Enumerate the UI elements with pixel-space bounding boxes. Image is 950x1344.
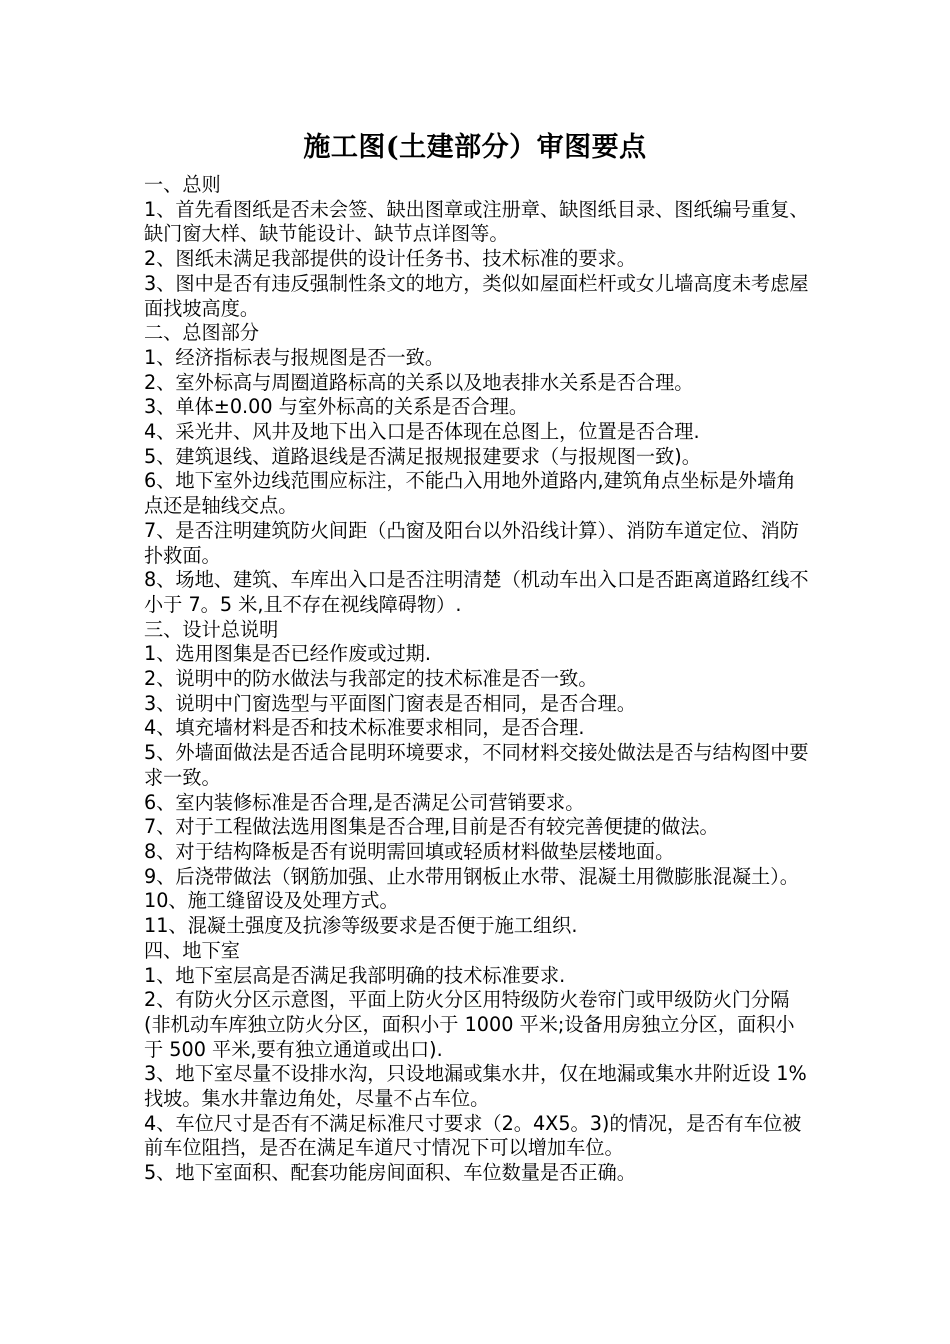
- checklist-item: 9、后浇带做法（钢筋加强、止水带用钢板止水带、混凝土用微膨胀混凝土）。: [144, 864, 799, 888]
- document-title: 施工图(土建部分）审图要点: [303, 132, 647, 163]
- checklist-item: 3、地下室尽量不设排水沟，只设地漏或集水井，仅在地漏或集水井附近设 1%找坡。集水井靠边角处，尽量不占车位。: [144, 1062, 807, 1111]
- checklist-item: 5、建筑退线、道路退线是否满足报规报建要求（与报规图一致)。: [144, 444, 701, 468]
- section-heading: 一、总则: [144, 173, 221, 196]
- section-heading: 三、设计总说明: [144, 617, 279, 641]
- checklist-item: 11、混凝土强度及抗渗等级要求是否便于施工组织.: [144, 914, 578, 938]
- checklist-item: 3、说明中门窗选型与平面图门窗表是否相同，是否合理。: [144, 691, 636, 715]
- checklist-item: 1、首先看图纸是否未会签、缺出图章或注册章、缺图纸目录、图纸编号重复、缺门窗大样、缺节能设计、缺节点详图等。: [144, 197, 809, 246]
- checklist-item: 1、经济指标表与报规图是否一致。: [144, 345, 445, 369]
- checklist-item: 4、车位尺寸是否有不满足标准尺寸要求（2。4X5。3)的情况，是否有车位被前车位阻挡，是否在满足车道尺寸情况下可以增加车位。: [144, 1111, 802, 1160]
- checklist-item: 1、地下室层高是否满足我部明确的技术标准要求.: [144, 963, 566, 987]
- checklist-item: 7、是否注明建筑防火间距（凸窗及阳台以外沿线计算）、消防车道定位、消防扑救面。: [144, 518, 799, 567]
- checklist-item: 6、室内装修标准是否合理,是否满足公司营销要求。: [144, 790, 585, 814]
- checklist-item: 7、对于工程做法选用图集是否合理,目前是否有较完善便捷的做法。: [144, 815, 719, 839]
- checklist-item: 3、单体±0.00 与室外标高的关系是否合理。: [144, 395, 529, 419]
- checklist-item: 8、对于结构降板是否有说明需回填或轻质材料做垫层楼地面。: [144, 839, 675, 863]
- checklist-item: 1、选用图集是否已经作废或过期.: [144, 642, 431, 666]
- checklist-item: 5、地下室面积、配套功能房间面积、车位数量是否正确。: [144, 1161, 636, 1185]
- checklist-item: 3、图中是否有违反强制性条文的地方，类似如屋面栏杆或女儿墙高度未考虑屋面找坡高度。: [144, 271, 809, 320]
- checklist-item: 6、地下室外边线范围应标注，不能凸入用地外道路内,建筑角点坐标是外墙角点还是轴线交点。: [144, 469, 796, 518]
- document-body: [144, 173, 812, 1186]
- checklist-item: 5、外墙面做法是否适合昆明环境要求，不同材料交接处做法是否与结构图中要求一致。: [144, 741, 809, 789]
- checklist-item: 10、施工缝留设及处理方式。: [144, 889, 399, 913]
- section-heading: 四、地下室: [144, 938, 240, 962]
- checklist-item: 2、说明中的防水做法与我部定的技术标准是否一致。: [144, 667, 598, 691]
- checklist-item: 2、室外标高与周圈道路标高的关系以及地表排水关系是否合理。: [144, 370, 694, 394]
- checklist-item: 4、填充墙材料是否和技术标准要求相同，是否合理.: [144, 716, 585, 740]
- checklist-item: 2、图纸未满足我部提供的设计任务书、技术标准的要求。: [144, 247, 636, 271]
- checklist-item: 2、有防火分区示意图，平面上防火分区用特级防火卷帘门或甲级防火门分隔(非机动车库独立防火分区，面积小于 1000 平米;设备用房独立分区，面积小于 500 平米,要有独立通道或出口).: [144, 988, 795, 1061]
- checklist-item: 8、场地、建筑、车库出入口是否注明清楚（机动车出入口是否距离道路红线不小于 7。5 米,且不存在视线障碍物）.: [144, 568, 809, 616]
- checklist-item: 4、采光井、风井及地下出入口是否体现在总图上，位置是否合理.: [144, 420, 700, 444]
- section-heading: 二、总图部分: [144, 321, 260, 345]
